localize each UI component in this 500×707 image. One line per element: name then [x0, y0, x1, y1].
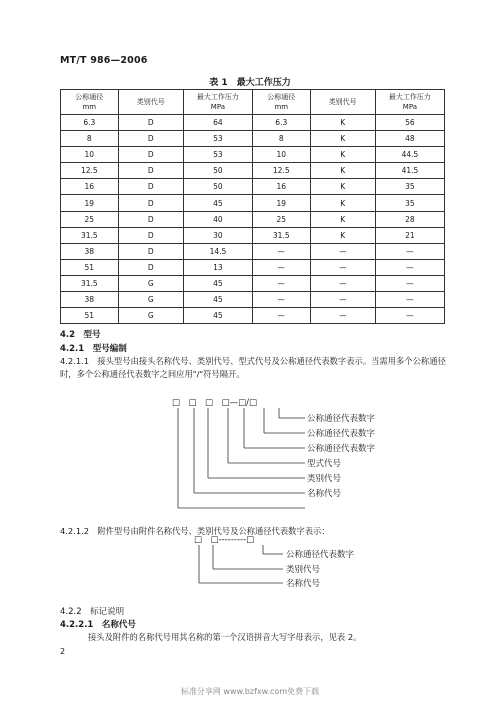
table-cell: 51	[61, 259, 119, 275]
table-cell: —	[252, 308, 310, 324]
column-header: 公称通径 mm	[252, 90, 310, 115]
table-cell: 25	[252, 211, 310, 227]
table-cell: 35	[375, 195, 444, 211]
table-cell: —	[252, 292, 310, 308]
table-cell: 8	[252, 131, 310, 147]
diagram2-code-boxes: □ □---------□	[194, 535, 255, 545]
paragraph-4-2-2-1: 接头及附件的名称代号用其名称的第一个汉语拼音大写字母表示，见表 2。	[88, 632, 362, 642]
table-cell: D	[118, 147, 183, 163]
table-cell: D	[118, 211, 183, 227]
table-cell: D	[118, 259, 183, 275]
table-cell: —	[375, 275, 444, 291]
table-cell: K	[310, 179, 375, 195]
table-cell: —	[310, 259, 375, 275]
table-caption: 表 1 最大工作压力	[209, 78, 291, 88]
section-4-2-1-heading: 4.2.1 型号编制	[60, 344, 127, 354]
table-cell: 12.5	[61, 163, 119, 179]
table-cell: 38	[61, 243, 119, 259]
section-4-2-heading: 4.2 型号	[60, 330, 101, 340]
table-cell: D	[118, 227, 183, 243]
table-cell: —	[310, 275, 375, 291]
diagram1-label-6: 名称代号	[307, 489, 342, 499]
table-cell: K	[310, 227, 375, 243]
diagram1-code-boxes: □ □ □ □—□/□	[172, 398, 258, 408]
table-cell: —	[252, 275, 310, 291]
table-cell: —	[310, 308, 375, 324]
diagram1-label-4: 型式代号	[307, 459, 342, 469]
table-cell: D	[118, 243, 183, 259]
table-cell: —	[252, 259, 310, 275]
table-cell: 50	[183, 179, 252, 195]
table-cell: 45	[183, 275, 252, 291]
table-cell: —	[310, 243, 375, 259]
table-cell: 8	[61, 131, 119, 147]
table-cell: 16	[252, 179, 310, 195]
table-cell: —	[375, 292, 444, 308]
table-cell: D	[118, 131, 183, 147]
table-cell: —	[310, 292, 375, 308]
standard-number: MT/T 986—2006	[60, 55, 148, 66]
table-cell: K	[310, 163, 375, 179]
table-cell: 31.5	[252, 227, 310, 243]
diagram2-label-2: 类别代号	[286, 565, 321, 575]
table-cell: 56	[375, 115, 444, 131]
diagram1-label-3: 公称通径代表数字	[307, 444, 376, 454]
table-cell: 13	[183, 259, 252, 275]
table-cell: 45	[183, 195, 252, 211]
column-header: 类别代号	[310, 90, 375, 115]
paragraph-4-2-1-1: 4.2.1.1 接头型号由接头名称代号、类别代号、型式代号及公称通径代表数字表示。当需用多个公称通径时，多个公称通径代表数字之间应用"/"符号隔开。	[60, 356, 446, 379]
table-cell: D	[118, 195, 183, 211]
table-cell: 31.5	[61, 275, 119, 291]
table-cell: G	[118, 275, 183, 291]
table-cell: K	[310, 195, 375, 211]
table-cell: 50	[183, 163, 252, 179]
table-cell: D	[118, 115, 183, 131]
column-header: 公称通径 mm	[61, 90, 119, 115]
table-cell: 35	[375, 179, 444, 195]
section-4-2-2-heading: 4.2.2 标记说明	[60, 607, 125, 617]
watermark-text: 标准分享网 www.bzfxw.com免费下载	[180, 687, 320, 696]
table-cell: 48	[375, 131, 444, 147]
table-cell: 16	[61, 179, 119, 195]
diagram1-label-1: 公称通径代表数字	[307, 414, 376, 424]
table-cell: 21	[375, 227, 444, 243]
table-cell: 12.5	[252, 163, 310, 179]
table-cell: 10	[252, 147, 310, 163]
table-cell: 38	[61, 292, 119, 308]
table-cell: 51	[61, 308, 119, 324]
table-cell: 31.5	[61, 227, 119, 243]
column-header: 最大工作压力 MPa	[375, 90, 444, 115]
table-cell: 53	[183, 131, 252, 147]
table-cell: K	[310, 211, 375, 227]
diagram1-label-5: 类别代号	[307, 474, 342, 484]
table-cell: 40	[183, 211, 252, 227]
paragraph-4-2-1-2: 4.2.1.2 附件型号由附件名称代号、类别代号及公称通径代表数字表示：	[60, 526, 330, 536]
table-cell: K	[310, 115, 375, 131]
table-cell: 10	[61, 147, 119, 163]
table-cell: 14.5	[183, 243, 252, 259]
column-header: 类别代号	[118, 90, 183, 115]
table-cell: 6.3	[61, 115, 119, 131]
table-cell: K	[310, 131, 375, 147]
table-cell: —	[375, 308, 444, 324]
table-cell: 44.5	[375, 147, 444, 163]
table-cell: 6.3	[252, 115, 310, 131]
table-cell: G	[118, 308, 183, 324]
diagram2-label-1: 公称通径代表数字	[286, 550, 355, 560]
table-cell: 41.5	[375, 163, 444, 179]
table-cell: 19	[61, 195, 119, 211]
page-number: 2	[60, 647, 66, 656]
diagram1-label-2: 公称通径代表数字	[307, 429, 376, 439]
table-cell: 25	[61, 211, 119, 227]
table-cell: —	[375, 243, 444, 259]
table-cell: —	[252, 243, 310, 259]
table-cell: K	[310, 147, 375, 163]
table-cell: 53	[183, 147, 252, 163]
table-cell: 28	[375, 211, 444, 227]
table-cell: D	[118, 179, 183, 195]
table-cell: G	[118, 292, 183, 308]
table-cell: 45	[183, 292, 252, 308]
table-cell: 30	[183, 227, 252, 243]
table-cell: D	[118, 163, 183, 179]
column-header: 最大工作压力 MPa	[183, 90, 252, 115]
diagram2-label-3: 名称代号	[286, 579, 321, 589]
table-cell: 19	[252, 195, 310, 211]
table-cell: —	[375, 259, 444, 275]
table-cell: 45	[183, 308, 252, 324]
table-cell: 64	[183, 115, 252, 131]
section-4-2-2-1-heading: 4.2.2.1 名称代号	[60, 620, 136, 630]
